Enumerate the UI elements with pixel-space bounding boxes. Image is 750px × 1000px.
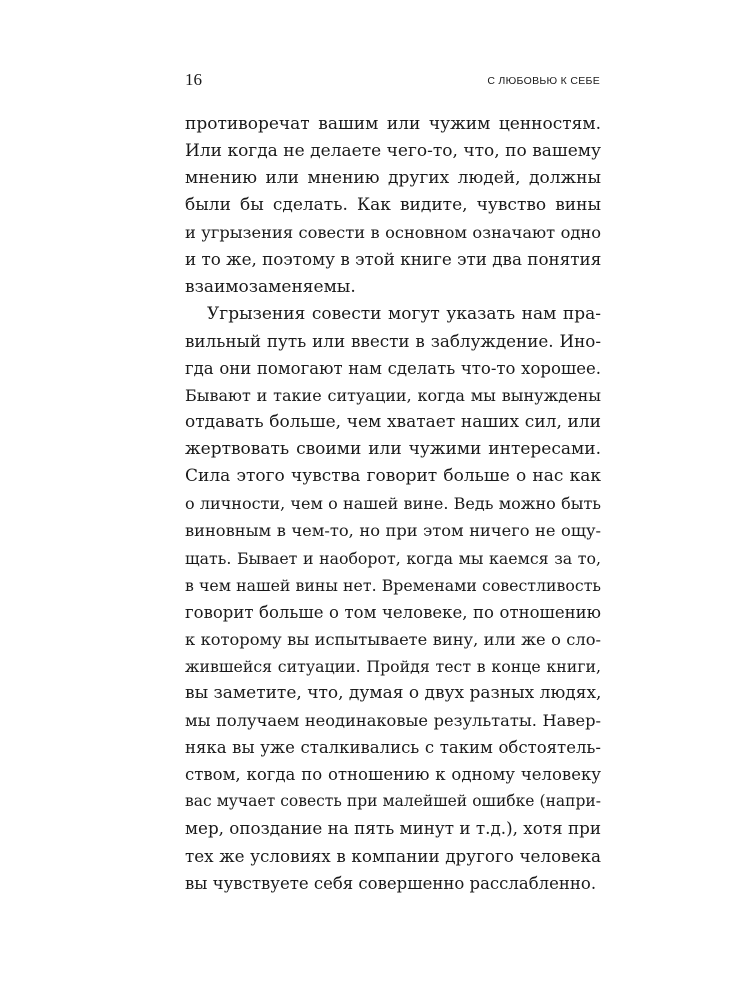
- text-line: говорит больше о том человеке, по отношению: [185, 602, 601, 622]
- text-line: жившейся ситуации. Пройдя тест в конце книги,: [185, 656, 601, 676]
- text-line: няка вы уже сталкивались с таким обстоятель-: [185, 738, 601, 758]
- text-line: о личности, чем о нашей вине. Ведь можно быть: [185, 494, 601, 514]
- body-text: [185, 111, 601, 897]
- text-line: были бы сделать. Как видите, чувство вины: [185, 195, 601, 216]
- text-line: Угрызения совести могут указать нам пра-: [207, 303, 601, 324]
- text-line: вильный путь или ввести в заблуждение. Ино-: [185, 330, 601, 351]
- running-head: С ЛЮБОВЬЮ К СЕБЕ: [487, 75, 600, 87]
- text-line: виновным в чем-то, но при этом ничего не ощу-: [185, 521, 601, 541]
- text-line: Или когда не делаете чего-то, что, по вашему: [185, 141, 601, 162]
- text-line: мнению или мнению других людей, должны: [185, 168, 601, 189]
- paragraph: [185, 301, 601, 897]
- text-line: тех же условиях в компании другого человека: [185, 845, 601, 866]
- text-line: противоречат вашим или чужим ценностям.: [185, 114, 601, 134]
- text-line: вы чувствуете себя совершенно расслабленно.: [185, 873, 597, 893]
- text-line: гда они помогают нам сделать что-то хорошее.: [185, 358, 601, 378]
- text-line: вас мучает совесть при малейшей ошибке (напри-: [185, 792, 601, 811]
- text-line: в чем нашей вины нет. Временами совестливость: [185, 575, 601, 595]
- text-line: и то же, поэтому в этой книге эти два понятия: [185, 249, 602, 270]
- text-line: ством, когда по отношению к одному человеку: [185, 765, 601, 785]
- text-line: и угрызения совести в основном означают одно: [185, 223, 601, 243]
- text-line: мер, опоздание на пять минут и т.д.), хотя при: [185, 818, 602, 839]
- text-line: щать. Бывает и наоборот, когда мы каемся за то,: [185, 548, 601, 568]
- page-number: 16: [185, 70, 202, 89]
- text-line: жертвовать своими или чужими интересами.: [185, 439, 601, 460]
- text-line: Сила этого чувства говорит больше о нас как: [185, 466, 601, 487]
- paragraph: [185, 111, 601, 301]
- text-line: Бывают и такие ситуации, когда мы вынуждены: [185, 385, 601, 405]
- text-line: отдавать больше, чем хватает наших сил, или: [185, 412, 601, 433]
- text-line: к которому вы испытываете вину, или же о сло-: [185, 629, 601, 649]
- text-line: мы получаем неодинаковые результаты. Навер-: [185, 711, 601, 731]
- text-line: вы заметите, что, думая о двух разных людях,: [185, 682, 602, 703]
- text-line: взаимозаменяемы.: [185, 276, 356, 297]
